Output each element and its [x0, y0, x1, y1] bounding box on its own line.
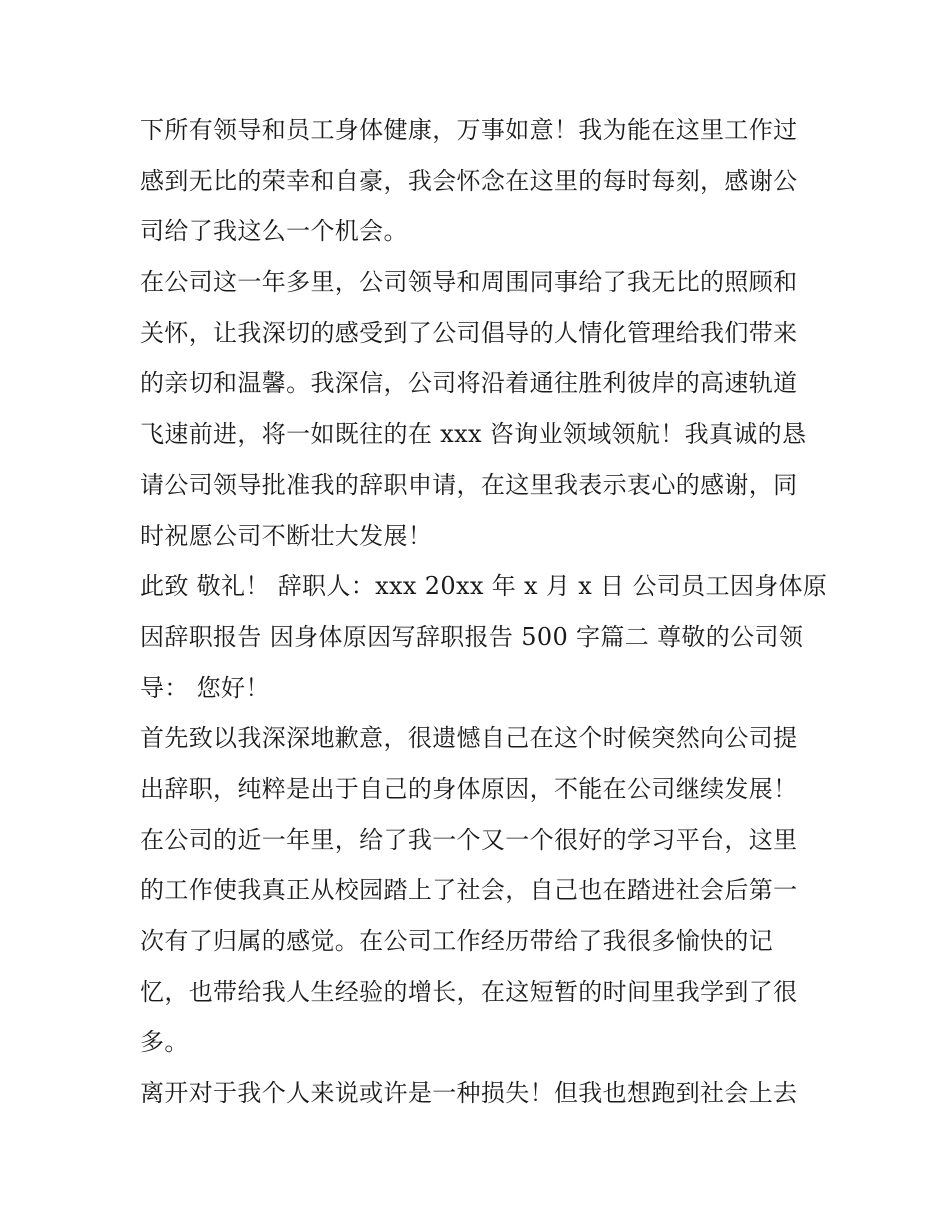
text-line: 请公司领导批准我的辞职申请，在这里我表示衷心的感谢，同: [140, 470, 798, 499]
text-line: 此致 敬礼！ 辞职人：xxx 20xx 年 x 月 x 日 公司员工因身体原: [140, 572, 828, 601]
text-line: 关怀，让我深切的感受到了公司倡导的人情化管理给我们带来: [140, 318, 798, 347]
text-line: 出辞职，纯粹是出于自己的身体原因，不能在公司继续发展！: [140, 774, 798, 803]
text-line: 感到无比的荣幸和自豪，我会怀念在这里的每时每刻，感谢公: [140, 166, 798, 195]
text-line: 首先致以我深深地歉意，很遗憾自己在这个时候突然向公司提: [140, 724, 798, 753]
document-body: [140, 105, 828, 1119]
text-line: 多。: [140, 1028, 189, 1057]
text-line: 在公司的近一年里，给了我一个又一个很好的学习平台，这里: [140, 825, 798, 854]
text-line: 下所有领导和员工身体健康，万事如意！我为能在这里工作过: [140, 116, 798, 144]
text-line: 导： 您好！: [140, 673, 270, 702]
text-line: 的工作使我真正从校园踏上了社会，自己也在踏进社会后第一: [140, 876, 798, 905]
text-line: 飞速前进，将一如既往的在 xxx 咨询业领域领航！我真诚的恳: [140, 420, 807, 449]
text-line: 次有了归属的感觉。在公司工作经历带给了我很多愉快的记: [140, 927, 774, 955]
text-line: 司给了我这么一个机会。: [140, 217, 408, 246]
text-line: 时祝愿公司不断壮大发展！: [140, 521, 433, 550]
text-line: 的亲切和温馨。我深信，公司将沿着通往胜利彼岸的高速轨道: [140, 369, 798, 398]
text-line: 因辞职报告 因身体原因写辞职报告 500 字篇二 尊敬的公司领: [140, 622, 804, 651]
text-line: 在公司这一年多里，公司领导和周围同事给了我无比的照顾和: [140, 268, 798, 297]
text-line: 离开对于我个人来说或许是一种损失！但我也想跑到社会上去: [140, 1079, 798, 1108]
text-line: 忆，也带给我人生经验的增长，在这短暂的时间里我学到了很: [140, 977, 798, 1006]
